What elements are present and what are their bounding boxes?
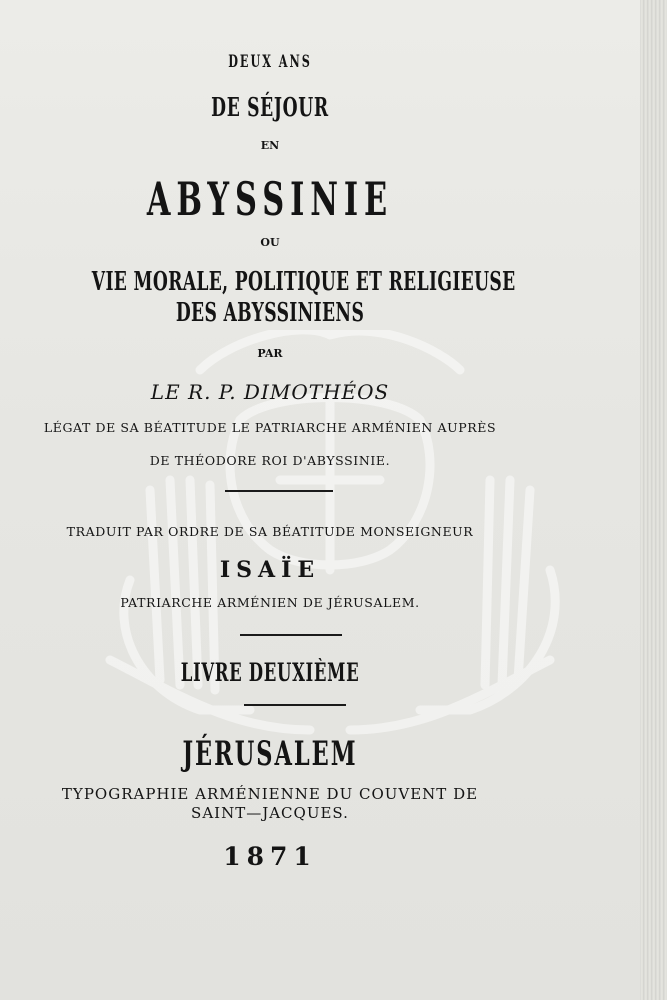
- title-line-en: EN: [260, 139, 280, 152]
- title-line-deux-ans: DEUX ANS: [228, 52, 312, 72]
- subtitle-line2: DES ABYSSINIENS: [175, 298, 365, 328]
- volume-label: LIVRE DEUXIÈME: [180, 658, 360, 687]
- imprint-city: JÉRUSALEM: [182, 734, 358, 774]
- author-title-line1: LÉGAT DE SA BÉATITUDE LE PATRIARCHE ARMÉNIEN AUPRÈS: [43, 420, 497, 435]
- translation-note: TRADUIT PAR ORDRE DE SA BÉATITUDE MONSEIGNEUR: [66, 524, 474, 539]
- divider-rule-3: [244, 704, 346, 706]
- divider-rule-1: [225, 490, 333, 492]
- by-label: PAR: [257, 347, 283, 360]
- page-stack-edge: [640, 0, 667, 1000]
- author-title-line2: DE THÉODORE ROI D'ABYSSINIE.: [149, 453, 391, 468]
- author-name: LE R. P. DIMOTHÉOS: [150, 380, 390, 404]
- title-line-ou: OU: [260, 236, 280, 249]
- title-main-abyssinie: ABYSSINIE: [146, 172, 394, 226]
- publication-year: 1871: [223, 842, 317, 871]
- printer-line1: TYPOGRAPHIE ARMÉNIENNE DU COUVENT DE: [61, 785, 479, 803]
- divider-rule-2: [240, 634, 342, 636]
- subtitle-line1: VIE MORALE, POLITIQUE ET RELIGIEUSE: [91, 267, 516, 297]
- translator-name: ISAÏE: [219, 557, 321, 583]
- translator-title: PATRIARCHE ARMÉNIEN DE JÉRUSALEM.: [120, 595, 420, 610]
- title-line-de-sejour: DE SÉJOUR: [211, 93, 329, 123]
- printer-line2: SAINT—JACQUES.: [191, 804, 349, 822]
